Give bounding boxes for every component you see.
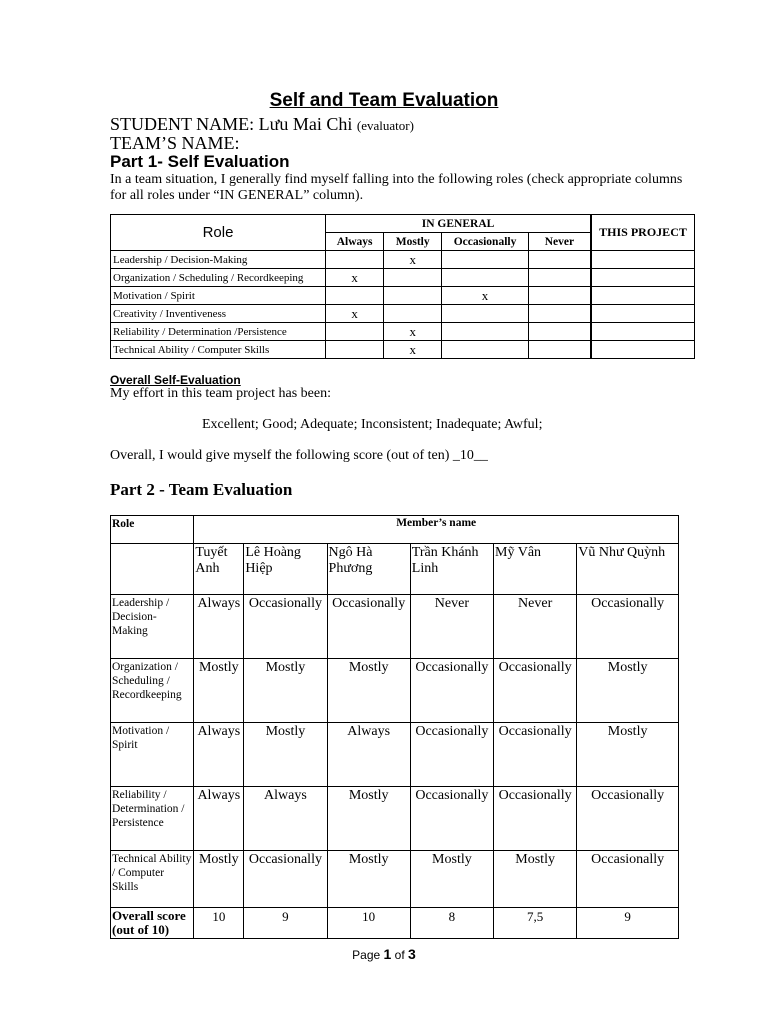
footer-page-num: 1: [383, 946, 392, 962]
team-rating-cell[interactable]: Mostly: [194, 851, 244, 908]
team-rating-cell[interactable]: Mostly: [327, 659, 410, 723]
member-name: Vũ Như Quỳnh: [577, 544, 679, 595]
student-name: STUDENT NAME: Lưu Mai Chi: [110, 114, 353, 134]
member-name: Lê Hoàng Hiệp: [244, 544, 327, 595]
team-role-header: Role: [111, 516, 194, 544]
team-rating-cell[interactable]: Mostly: [327, 851, 410, 908]
team-rating-cell[interactable]: Mostly: [494, 851, 577, 908]
effort-text: My effort in this team project has been:: [110, 386, 331, 401]
self-role-label: Reliability / Determination /Persistence: [111, 323, 326, 341]
team-rating-cell[interactable]: Mostly: [327, 787, 410, 851]
team-rating-cell[interactable]: Always: [194, 723, 244, 787]
self-mark-cell[interactable]: [528, 341, 591, 359]
self-table-row: [111, 341, 695, 359]
col-occasionally: Occasionally: [442, 233, 529, 251]
team-rating-cell[interactable]: Occasionally: [244, 595, 327, 659]
self-role-label: Leadership / Decision-Making: [111, 251, 326, 269]
team-table-header-row: [111, 516, 679, 544]
overall-score-cell[interactable]: 9: [577, 908, 679, 939]
team-rating-cell[interactable]: Occasionally: [244, 851, 327, 908]
this-project-cell[interactable]: [591, 251, 694, 269]
team-role-label: Reliability / Determination / Persistence: [111, 787, 194, 851]
team-role-label: Technical Ability / Computer Skills: [111, 851, 194, 908]
self-table-row: [111, 305, 695, 323]
overall-score-cell[interactable]: 7,5: [494, 908, 577, 939]
in-general-header: IN GENERAL: [326, 215, 591, 233]
self-mark-cell[interactable]: [442, 269, 529, 287]
self-mark-cell[interactable]: [442, 341, 529, 359]
team-rating-cell[interactable]: Occasionally: [577, 595, 679, 659]
empty-cell: [111, 544, 194, 595]
team-table-body: [111, 595, 679, 939]
footer-total-pages: 3: [408, 946, 416, 962]
this-project-cell[interactable]: [591, 323, 694, 341]
self-role-label: Technical Ability / Computer Skills: [111, 341, 326, 359]
team-rating-cell[interactable]: Never: [494, 595, 577, 659]
self-table-row: [111, 323, 695, 341]
team-rating-cell[interactable]: Occasionally: [327, 595, 410, 659]
team-rating-cell[interactable]: Always: [194, 595, 244, 659]
part1-heading: Part 1- Self Evaluation: [110, 152, 290, 171]
self-mark-cell[interactable]: [384, 287, 442, 305]
overall-self-heading: Overall Self-Evaluation: [110, 373, 241, 387]
footer-page-word: Page: [352, 948, 381, 962]
effort-options: Excellent; Good; Adequate; Inconsistent; Inadequate; Awful;: [202, 417, 543, 432]
team-role-label: Motivation / Spirit: [111, 723, 194, 787]
team-evaluation-table: [110, 515, 679, 939]
page-footer: [0, 946, 768, 962]
self-mark-cell[interactable]: x: [384, 341, 442, 359]
team-table-row: [111, 595, 679, 659]
team-table-row: [111, 723, 679, 787]
page-title: Self and Team Evaluation: [269, 90, 499, 111]
part1-intro: In a team situation, I generally find myself falling into the following roles (check appropriate columns for all roles under “IN GENERAL” column).: [110, 172, 683, 203]
this-project-cell[interactable]: [591, 305, 694, 323]
self-mark-cell[interactable]: [326, 251, 384, 269]
self-mark-cell[interactable]: [326, 341, 384, 359]
team-rating-cell[interactable]: Mostly: [244, 723, 327, 787]
member-name: Mỹ Vân: [494, 544, 577, 595]
team-rating-cell[interactable]: Occasionally: [410, 659, 493, 723]
self-mark-cell[interactable]: [528, 305, 591, 323]
self-mark-cell[interactable]: [528, 323, 591, 341]
self-mark-cell[interactable]: x: [442, 287, 529, 305]
self-mark-cell[interactable]: [384, 305, 442, 323]
team-rating-cell[interactable]: Occasionally: [494, 659, 577, 723]
self-mark-cell[interactable]: [528, 269, 591, 287]
self-mark-cell[interactable]: x: [326, 269, 384, 287]
team-rating-cell[interactable]: Occasionally: [494, 787, 577, 851]
self-score-line: Overall, I would give myself the following score (out of ten) _10__: [110, 448, 488, 463]
col-never: Never: [528, 233, 591, 251]
team-rating-cell[interactable]: Mostly: [577, 659, 679, 723]
self-mark-cell[interactable]: [326, 287, 384, 305]
team-rating-cell[interactable]: Mostly: [410, 851, 493, 908]
self-mark-cell[interactable]: [528, 251, 591, 269]
team-rating-cell[interactable]: Never: [410, 595, 493, 659]
team-rating-cell[interactable]: Mostly: [194, 659, 244, 723]
team-rating-cell[interactable]: Occasionally: [577, 787, 679, 851]
role-header: Role: [111, 215, 326, 251]
this-project-cell[interactable]: [591, 287, 694, 305]
this-project-cell[interactable]: [591, 341, 694, 359]
overall-score-cell[interactable]: 10: [327, 908, 410, 939]
team-table-row: [111, 787, 679, 851]
member-names-row: [111, 544, 679, 595]
footer-of-word: of: [394, 948, 405, 962]
team-rating-cell[interactable]: Occasionally: [410, 723, 493, 787]
self-table-body: [111, 251, 695, 359]
self-table-row: [111, 251, 695, 269]
student-name-line: [110, 114, 414, 135]
team-rating-cell[interactable]: Mostly: [244, 659, 327, 723]
member-name: Tuyết Anh: [194, 544, 244, 595]
team-table-row: [111, 851, 679, 908]
team-role-label: Leadership / Decision-Making: [111, 595, 194, 659]
overall-score-row: [111, 908, 679, 939]
overall-score-label: Overall score (out of 10): [111, 908, 194, 939]
self-mark-cell[interactable]: [528, 287, 591, 305]
part2-heading: Part 2 - Team Evaluation: [110, 480, 293, 499]
team-table-row: [111, 659, 679, 723]
self-table-row: [111, 287, 695, 305]
self-table-header-row: [111, 215, 695, 233]
self-mark-cell[interactable]: [442, 251, 529, 269]
overall-score-cell[interactable]: 8: [410, 908, 493, 939]
self-mark-cell[interactable]: [384, 269, 442, 287]
col-always: Always: [326, 233, 384, 251]
self-mark-cell[interactable]: x: [326, 305, 384, 323]
self-role-label: Organization / Scheduling / Recordkeeping: [111, 269, 326, 287]
member-name-header: Member’s name: [194, 516, 679, 544]
member-name: Trần Khánh Linh: [410, 544, 493, 595]
overall-score-cell[interactable]: 10: [194, 908, 244, 939]
team-name-line: TEAM’S NAME:: [110, 133, 240, 153]
team-rating-cell[interactable]: Occasionally: [494, 723, 577, 787]
team-role-label: Organization / Scheduling / Recordkeeping: [111, 659, 194, 723]
evaluator-note: (evaluator): [356, 118, 414, 133]
team-rating-cell[interactable]: Occasionally: [577, 851, 679, 908]
team-rating-cell[interactable]: Always: [327, 723, 410, 787]
self-mark-cell[interactable]: [442, 323, 529, 341]
self-mark-cell[interactable]: x: [384, 251, 442, 269]
team-rating-cell[interactable]: Always: [244, 787, 327, 851]
self-mark-cell[interactable]: x: [384, 323, 442, 341]
self-table-row: [111, 269, 695, 287]
self-mark-cell[interactable]: [442, 305, 529, 323]
self-role-label: Creativity / Inventiveness: [111, 305, 326, 323]
col-mostly: Mostly: [384, 233, 442, 251]
self-evaluation-table: [110, 214, 695, 359]
team-rating-cell[interactable]: Mostly: [577, 723, 679, 787]
team-rating-cell[interactable]: Occasionally: [410, 787, 493, 851]
this-project-cell[interactable]: [591, 269, 694, 287]
member-name: Ngô Hà Phương: [327, 544, 410, 595]
overall-score-cell[interactable]: 9: [244, 908, 327, 939]
self-mark-cell[interactable]: [326, 323, 384, 341]
team-rating-cell[interactable]: Always: [194, 787, 244, 851]
self-role-label: Motivation / Spirit: [111, 287, 326, 305]
this-project-header: THIS PROJECT: [591, 215, 694, 251]
